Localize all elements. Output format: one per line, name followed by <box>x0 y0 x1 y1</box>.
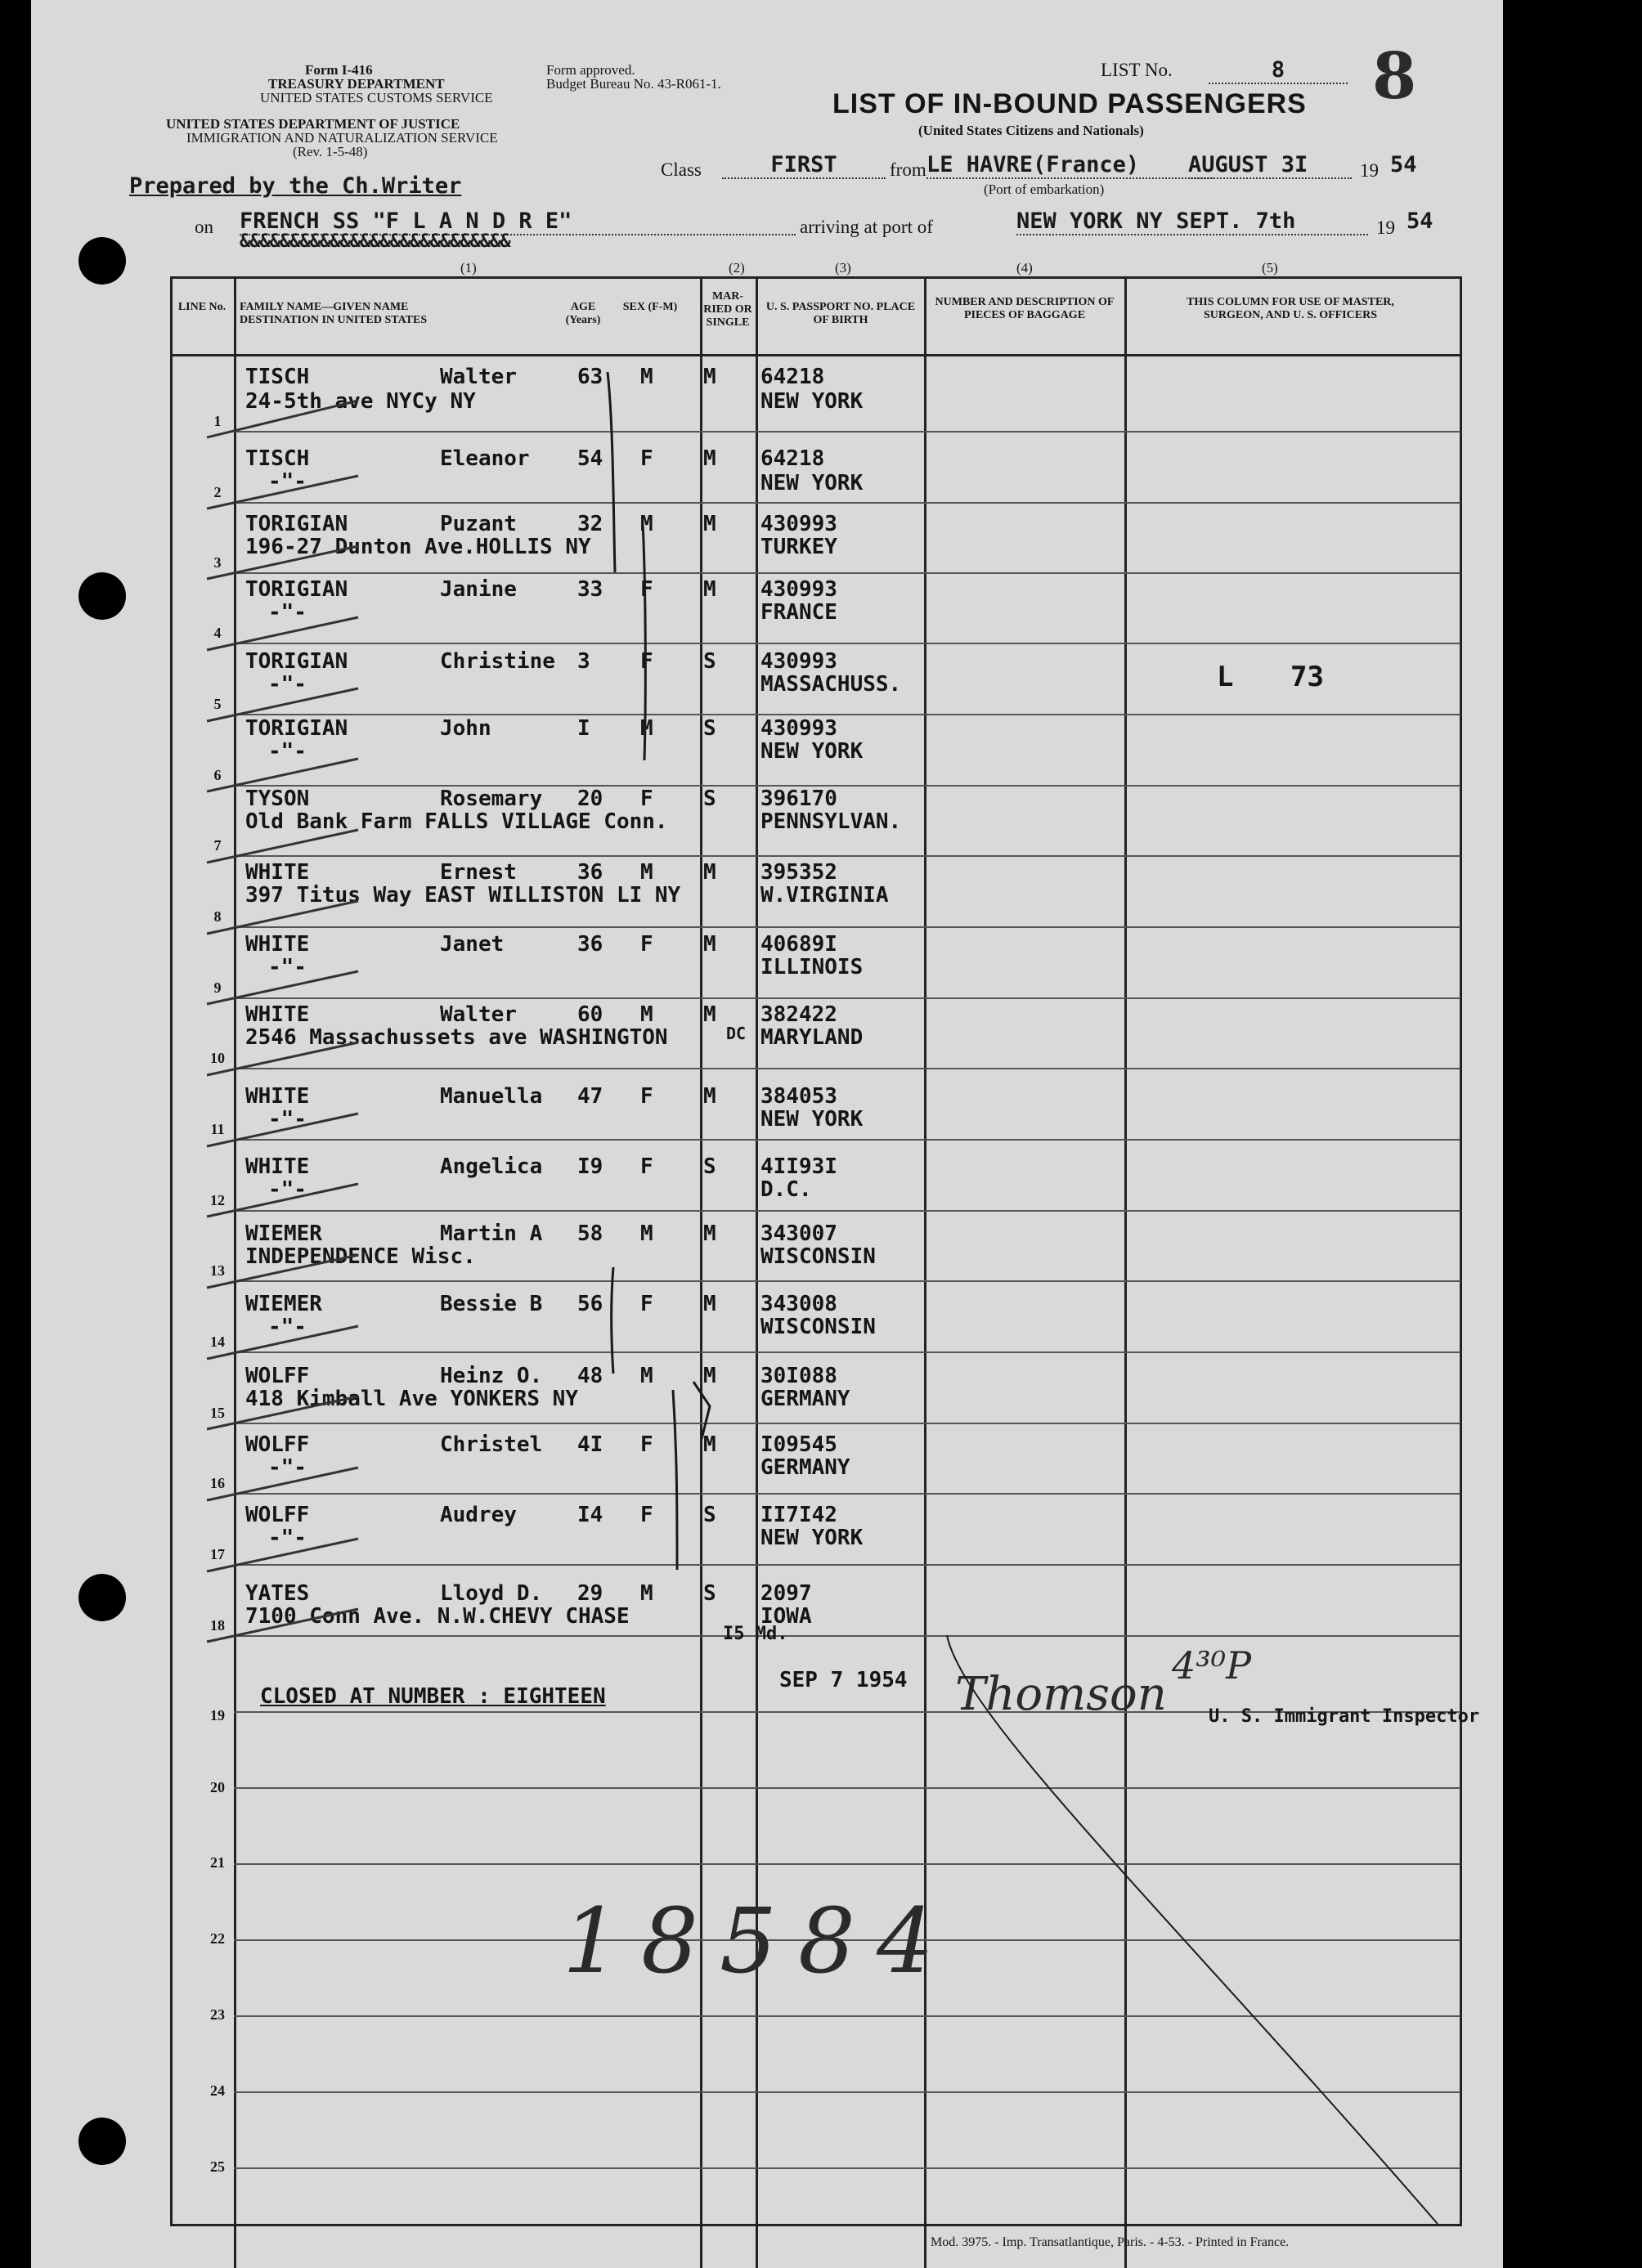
line-number: 20 <box>210 1779 225 1795</box>
passenger-birthplace: ILLINOIS <box>760 955 864 979</box>
header-sex: SEX (F-M) <box>622 301 678 313</box>
passenger-sex: M <box>640 1002 653 1027</box>
passenger-sex: F <box>640 1154 653 1179</box>
passenger-marital: M <box>703 1221 716 1246</box>
col-index-3: (3) <box>835 260 851 276</box>
passenger-address: 2546 Massachussets ave WASHINGTON <box>245 1025 668 1050</box>
passenger-birthplace: NEW YORK <box>760 471 864 495</box>
passenger-given-name: Bessie B <box>440 1292 543 1316</box>
inspector-title: U. S. Immigrant Inspector <box>1209 1706 1480 1727</box>
passenger-birthplace: GERMANY <box>760 1455 850 1480</box>
passenger-passport: 395352 <box>760 860 837 885</box>
passenger-age: I4 <box>577 1503 603 1527</box>
passenger-sex: M <box>640 1581 653 1606</box>
passenger-age: 54 <box>577 446 603 471</box>
passenger-passport: 396170 <box>760 787 837 811</box>
passenger-passport: I09545 <box>760 1432 837 1457</box>
passenger-given-name: Eleanor <box>440 446 530 471</box>
line-number: 7 <box>213 837 222 854</box>
passenger-address: -"- <box>268 1455 307 1480</box>
passenger-birthplace: IOWA <box>760 1604 812 1629</box>
line-number: 4 <box>213 625 222 641</box>
passenger-marital: M <box>703 577 716 602</box>
passenger-birthplace: WISCONSIN <box>760 1244 876 1269</box>
passenger-sex: F <box>640 1292 653 1316</box>
vessel-strikeout: &&&&&&&&&&&&&&&&&&&&&&&&&&& <box>240 231 510 252</box>
passenger-marital: S <box>703 649 716 674</box>
passenger-age: 58 <box>577 1221 603 1246</box>
passenger-age: 56 <box>577 1292 603 1316</box>
passenger-marital: M <box>703 932 716 957</box>
line-number: 8 <box>213 908 222 925</box>
passenger-passport: 430993 <box>760 512 837 536</box>
passenger-surname: WIEMER <box>245 1221 322 1246</box>
passenger-sex: F <box>640 1503 653 1527</box>
passenger-given-name: Ernest <box>440 860 517 885</box>
passenger-given-name: Christine <box>440 649 555 674</box>
passenger-passport: 2097 <box>760 1581 812 1606</box>
passenger-marital: S <box>703 787 716 811</box>
line-number: 15 <box>210 1405 225 1421</box>
header-age: AGE (Years) <box>565 301 601 326</box>
passenger-marital: M <box>703 446 716 471</box>
passenger-address: 24-5th ave NYCy NY <box>245 389 476 414</box>
ins-service: IMMIGRATION AND NATURALIZATION SERVICE <box>186 130 498 146</box>
arrival-year-prefix: 19 <box>1376 217 1395 238</box>
passenger-surname: WIEMER <box>245 1292 322 1316</box>
punch-hole <box>79 2118 126 2165</box>
form-approved: Form approved. <box>546 62 635 78</box>
passenger-surname: TORIGIAN <box>245 716 348 741</box>
form-subtitle: (United States Citizens and Nationals) <box>918 123 1144 138</box>
passenger-passport: 64218 <box>760 446 825 471</box>
passenger-sex: F <box>640 1084 653 1109</box>
passenger-passport: 382422 <box>760 1002 837 1027</box>
passenger-address: -"- <box>268 1526 307 1550</box>
passenger-marital: M <box>703 860 716 885</box>
handwritten-time: 4³⁰P <box>1172 1643 1252 1688</box>
passenger-sex: F <box>640 1432 653 1457</box>
passenger-age: 29 <box>577 1581 603 1606</box>
passenger-sex: F <box>640 446 653 471</box>
passenger-age: 4I <box>577 1432 603 1457</box>
passenger-passport: 430993 <box>760 577 837 602</box>
port-caption: (Port of embarkation) <box>984 182 1105 197</box>
col-index-2: (2) <box>729 260 745 276</box>
passenger-age: 36 <box>577 860 603 885</box>
prepared-by: Prepared by the Ch.Writer <box>129 173 462 199</box>
passenger-marital: S <box>703 716 716 741</box>
passenger-passport: 430993 <box>760 716 837 741</box>
passenger-marital: S <box>703 1581 716 1606</box>
customs-service: UNITED STATES CUSTOMS SERVICE <box>260 90 493 105</box>
passenger-surname: TORIGIAN <box>245 649 348 674</box>
passenger-sex: M <box>640 365 653 389</box>
passenger-birthplace: PENNSYLVAN. <box>760 809 902 834</box>
passenger-address: -"- <box>268 672 307 697</box>
passenger-given-name: Manuella <box>440 1084 543 1109</box>
manifest-page <box>31 0 1503 2268</box>
line-number: 3 <box>213 554 222 571</box>
passenger-address: 397 Titus Way EAST WILLISTON LI NY <box>245 883 681 908</box>
line-number: 2 <box>213 484 222 500</box>
passenger-given-name: John <box>440 716 491 741</box>
passenger-marital: S <box>703 1503 716 1527</box>
passenger-birthplace: MARYLAND <box>760 1025 864 1050</box>
passenger-given-name: Angelica <box>440 1154 543 1179</box>
passenger-sex: F <box>640 787 653 811</box>
line-number: 21 <box>210 1854 225 1871</box>
header-baggage: NUMBER AND DESCRIPTION OF PIECES OF BAGGAGE <box>935 296 1115 321</box>
passenger-sex: M <box>640 512 653 536</box>
inspector-signature: Thomson <box>955 1668 1167 1721</box>
header-line-no: LINE No. <box>177 301 227 313</box>
passenger-surname: TISCH <box>245 446 310 471</box>
passenger-age: 36 <box>577 932 603 957</box>
passenger-address: -"- <box>268 739 307 764</box>
passenger-passport: 430993 <box>760 649 837 674</box>
closing-statement: CLOSED AT NUMBER : EIGHTEEN <box>260 1684 606 1709</box>
passenger-age: 3 <box>577 649 590 674</box>
passenger-passport: 343007 <box>760 1221 837 1246</box>
passenger-birthplace: TURKEY <box>760 535 837 559</box>
list-no-value: 8 <box>1209 57 1348 84</box>
line-number: 19 <box>210 1707 225 1723</box>
passenger-address: 7100 Conn Ave. N.W.CHEVY CHASE <box>245 1604 630 1629</box>
passenger-birthplace: GERMANY <box>760 1387 850 1411</box>
header-passport: U. S. PASSPORT NO. PLACE OF BIRTH <box>765 301 916 326</box>
header-name: FAMILY NAME—GIVEN NAME DESTINATION IN UNITED STATES <box>240 301 428 326</box>
passenger-marital: M <box>703 365 716 389</box>
vessel-name: FRENCH SS "F L A N D R E" <box>240 208 796 235</box>
passenger-surname: TORIGIAN <box>245 512 348 536</box>
line-number: 12 <box>210 1192 225 1208</box>
passenger-given-name: Rosemary <box>440 787 543 811</box>
passenger-given-name: Janine <box>440 577 517 602</box>
line-number: 25 <box>210 2158 225 2175</box>
passenger-age: 48 <box>577 1364 603 1388</box>
passenger-birthplace: NEW YORK <box>760 739 864 764</box>
passenger-passport: 343008 <box>760 1292 837 1316</box>
punch-hole <box>79 1574 126 1621</box>
list-no-label: LIST No. <box>1101 60 1173 80</box>
passenger-marital: M <box>703 1432 716 1457</box>
passenger-address: -"- <box>268 955 307 979</box>
line-number: 16 <box>210 1475 225 1491</box>
passenger-surname: TYSON <box>245 787 310 811</box>
col-index-1: (1) <box>460 260 477 276</box>
passenger-given-name: Audrey <box>440 1503 517 1527</box>
printer-imprint: Mod. 3975. - Imp. Transatlantique, Paris. - 4-53. - Printed in France. <box>931 2235 1290 2249</box>
passenger-birthplace: NEW YORK <box>760 1526 864 1550</box>
passenger-age: 63 <box>577 365 603 389</box>
passenger-surname: YATES <box>245 1581 310 1606</box>
passenger-address: -"- <box>268 1107 307 1132</box>
passenger-age: I9 <box>577 1154 603 1179</box>
passenger-marital: M <box>703 512 716 536</box>
passenger-birthplace: WISCONSIN <box>760 1315 876 1339</box>
passenger-marital: M <box>703 1084 716 1109</box>
line-number: 23 <box>210 2006 225 2023</box>
departure-date: AUGUST 3I <box>1188 152 1352 179</box>
passenger-address: -"- <box>268 1315 307 1339</box>
line-number: 6 <box>213 767 222 783</box>
passenger-age: 33 <box>577 577 603 602</box>
passenger-surname: WOLFF <box>245 1432 310 1457</box>
passenger-birthplace: W.VIRGINIA <box>760 883 889 908</box>
line-number: 11 <box>210 1121 225 1137</box>
line-number: 18 <box>210 1617 225 1634</box>
depart-year: 54 <box>1390 152 1417 177</box>
justice-dept: UNITED STATES DEPARTMENT OF JUSTICE <box>166 116 460 132</box>
passenger-passport: II7I42 <box>760 1503 837 1527</box>
passenger-surname: TORIGIAN <box>245 577 348 602</box>
passenger-marital: M <box>703 1002 716 1027</box>
passenger-passport: 30I088 <box>760 1364 837 1388</box>
arriving-label: arriving at port of <box>800 217 933 237</box>
passenger-age: 47 <box>577 1084 603 1109</box>
passenger-birthplace: NEW YORK <box>760 389 864 414</box>
passenger-address: -"- <box>268 1177 307 1202</box>
line-number: 10 <box>210 1050 225 1066</box>
passenger-birthplace: FRANCE <box>760 600 837 625</box>
revision: (Rev. 1-5-48) <box>293 144 368 159</box>
passenger-sex: F <box>640 649 653 674</box>
passenger-surname: WHITE <box>245 860 310 885</box>
port-value: LE HAVRE(France) <box>926 152 1213 179</box>
passenger-age: 60 <box>577 1002 603 1027</box>
officer-mark: L <box>1217 661 1234 693</box>
passenger-passport: 384053 <box>760 1084 837 1109</box>
officer-note-73: 73 <box>1290 661 1324 693</box>
passenger-address: Old Bank Farm FALLS VILLAGE Conn. <box>245 809 668 834</box>
passenger-surname: WHITE <box>245 1002 310 1027</box>
passenger-address: 196-27 Dunton Ave.HOLLIS NY <box>245 535 591 559</box>
passenger-age: 32 <box>577 512 603 536</box>
passenger-address: INDEPENDENCE Wisc. <box>245 1244 476 1269</box>
passenger-marital: M <box>703 1292 716 1316</box>
punch-hole <box>79 572 126 620</box>
passenger-address: 418 Kimball Ave YONKERS NY <box>245 1387 578 1411</box>
line-number: 14 <box>210 1333 225 1350</box>
passenger-age: 20 <box>577 787 603 811</box>
handwritten-number: 18584 <box>563 1889 955 1993</box>
passenger-given-name: Heinz O. <box>440 1364 543 1388</box>
passenger-sex: M <box>640 1364 653 1388</box>
passenger-sex: F <box>640 932 653 957</box>
passenger-marital: S <box>703 1154 716 1179</box>
col-index-4: (4) <box>1016 260 1033 276</box>
on-label: on <box>195 217 213 237</box>
passenger-passport: 4II93I <box>760 1154 837 1179</box>
passenger-given-name: Walter <box>440 365 517 389</box>
passenger-passport: 64218 <box>760 365 825 389</box>
passenger-birthplace: D.C. <box>760 1177 812 1202</box>
passenger-given-name: Christel <box>440 1432 543 1457</box>
passenger-surname: WOLFF <box>245 1364 310 1388</box>
form-number: Form I-416 <box>305 62 373 78</box>
passenger-surname: WHITE <box>245 932 310 957</box>
passenger-address: -"- <box>268 469 307 494</box>
chevy-chase-md-suffix: I5 Md. <box>723 1624 788 1644</box>
arrival-port-date: NEW YORK NY SEPT. 7th <box>1016 208 1368 235</box>
date-stamp: SEP 7 1954 <box>779 1668 908 1692</box>
passenger-address: -"- <box>268 600 307 625</box>
form-title: LIST OF IN-BOUND PASSENGERS <box>832 88 1307 119</box>
header-officers: THIS COLUMN FOR USE OF MASTER, SURGEON, AND U. S. OFFICERS <box>1187 296 1394 321</box>
passenger-surname: TISCH <box>245 365 310 389</box>
treasury-dept: TREASURY DEPARTMENT <box>268 76 445 92</box>
line-number: 9 <box>213 979 222 996</box>
passenger-given-name: Martin A <box>440 1221 543 1246</box>
line-number: 17 <box>210 1546 225 1562</box>
passenger-sex: M <box>640 1221 653 1246</box>
col-index-5: (5) <box>1262 260 1278 276</box>
passenger-surname: WOLFF <box>245 1503 310 1527</box>
depart-year-prefix: 19 <box>1360 160 1379 181</box>
passenger-given-name: Janet <box>440 932 505 957</box>
from-label: from <box>890 159 926 180</box>
passenger-sex: M <box>640 860 653 885</box>
line-number: 1 <box>213 413 222 429</box>
handwritten-list-number: 8 <box>1372 39 1417 114</box>
passenger-birthplace: NEW YORK <box>760 1107 864 1132</box>
passenger-surname: WHITE <box>245 1084 310 1109</box>
passenger-given-name: Lloyd D. <box>440 1581 543 1606</box>
line-number: 5 <box>213 696 222 712</box>
header-married: MAR-RIED OR SINGLE <box>703 290 752 329</box>
class-label: Class <box>661 159 702 180</box>
passenger-given-name: Puzant <box>440 512 517 536</box>
passenger-given-name: Walter <box>440 1002 517 1027</box>
line-number: 24 <box>210 2082 225 2099</box>
passenger-sex: M <box>640 716 653 741</box>
passenger-marital: M <box>703 1364 716 1388</box>
passenger-surname: WHITE <box>245 1154 310 1179</box>
punch-hole <box>79 237 126 285</box>
arrival-year: 54 <box>1406 208 1433 234</box>
budget-bureau: Budget Bureau No. 43-R061-1. <box>546 76 721 92</box>
passenger-age: I <box>577 716 590 741</box>
line-number: 13 <box>210 1262 225 1279</box>
class-value: FIRST <box>722 152 886 179</box>
washington-dc-suffix: DC <box>726 1024 747 1043</box>
passenger-birthplace: MASSACHUSS. <box>760 672 902 697</box>
passenger-passport: 40689I <box>760 932 837 957</box>
line-number: 22 <box>210 1930 225 1947</box>
passenger-sex: F <box>640 577 653 602</box>
